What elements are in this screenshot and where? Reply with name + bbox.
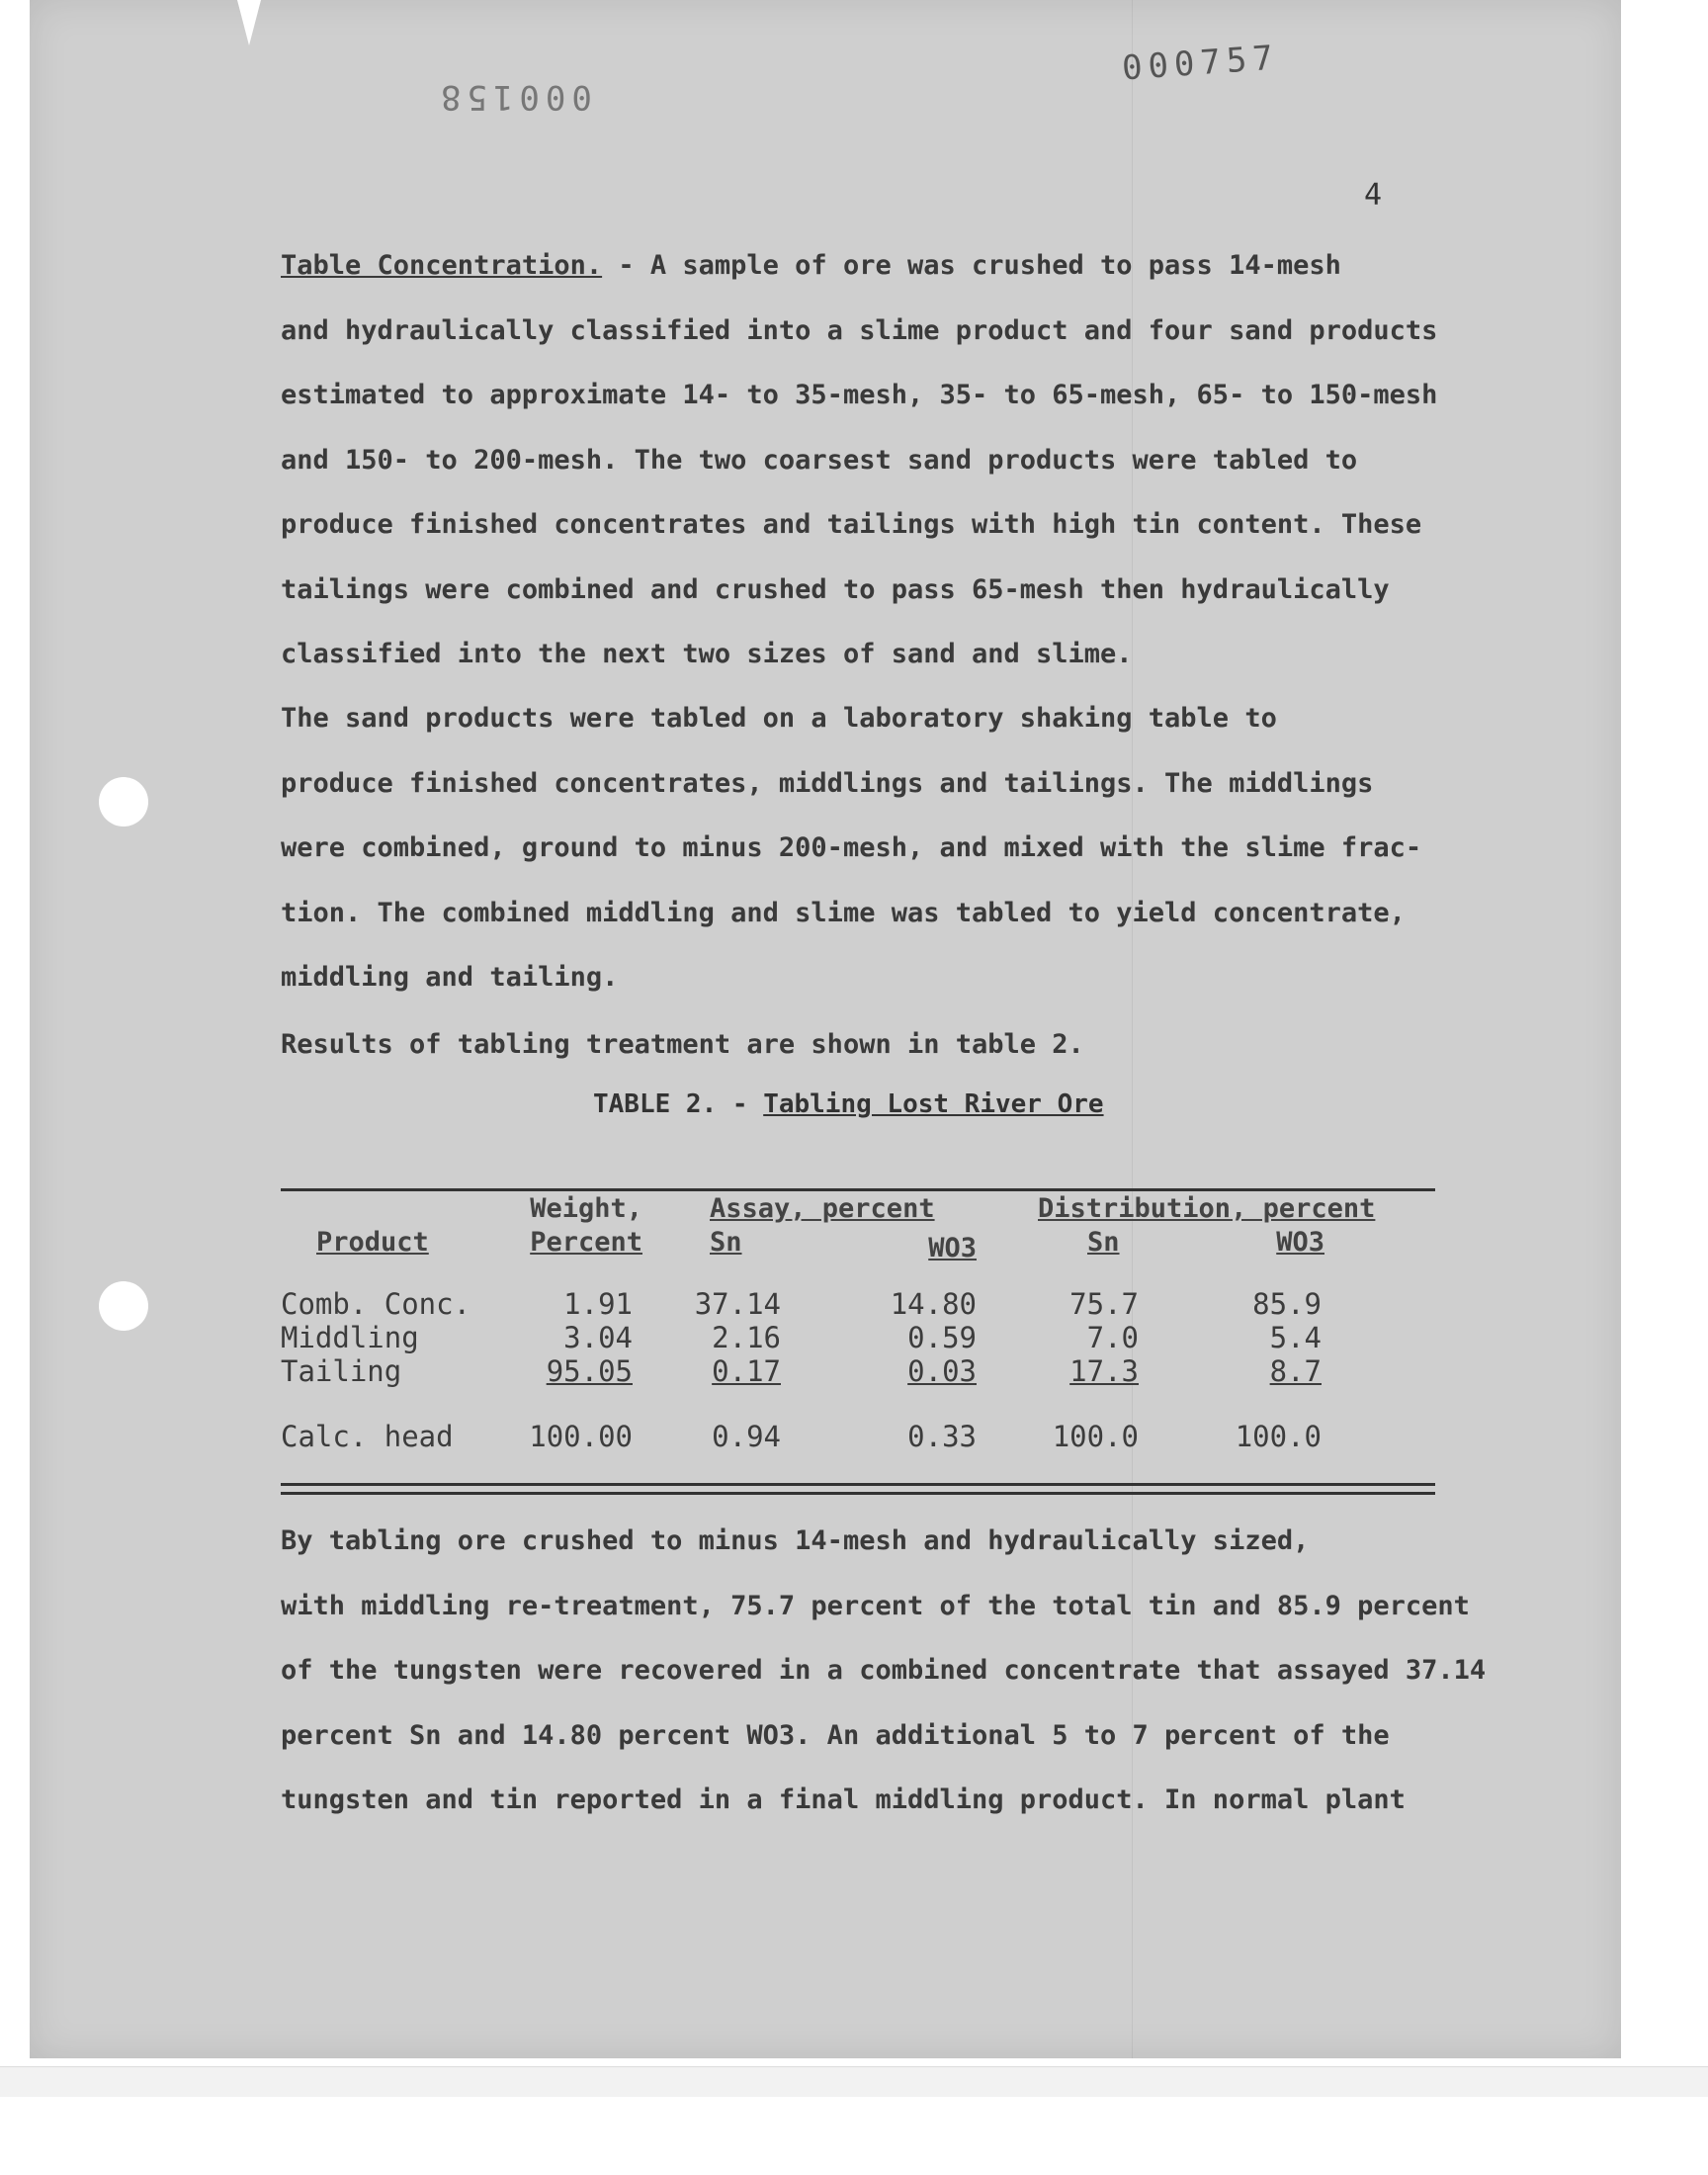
serial-stamp-left: 000158	[435, 77, 592, 117]
table-caption	[593, 1089, 1104, 1119]
header-assay-wo3: WO3	[928, 1233, 977, 1263]
row-1-assay-wo3: 0.59	[907, 1321, 977, 1354]
total-assay-wo3: 0.33	[907, 1420, 977, 1453]
paragraph-1-text: - A sample of ore was crushed to pass 14-mesh and hydraulically classified into a slime product and four sand products estimated to approximate 14- to 35-mesh, 35- to 65-mesh, 65- to 150-mesh and 150- to 200-mesh. The two coarsest sand products were tabled to produce finished concentrates and tailings with high tin content. These tailings were combined and crushed to pass 65-mesh then hydraulically classified into the next two sizes of sand and slime.	[281, 250, 1438, 669]
page-bottom-edge	[0, 2066, 1708, 2097]
row-2-dist-wo3: 8.7	[1269, 1354, 1322, 1388]
table-bottom-rule-2	[281, 1492, 1435, 1495]
row-2-product: Tailing	[281, 1354, 402, 1388]
total-weight: 100.00	[529, 1420, 633, 1453]
serial-stamp-right: 000757	[1120, 38, 1281, 89]
header-weight-top: Weight,	[530, 1193, 642, 1224]
header-dist-wo3: WO3	[1276, 1227, 1324, 1258]
row-1-assay-sn: 2.16	[712, 1321, 781, 1354]
row-1-weight: 3.04	[563, 1321, 633, 1354]
corner-notch	[237, 0, 261, 45]
header-dist-sn: Sn	[1087, 1227, 1120, 1258]
total-product: Calc. head	[281, 1420, 454, 1453]
row-2-assay-wo3: 0.03	[907, 1354, 977, 1388]
row-2-dist-sn: 17.3	[1069, 1354, 1139, 1388]
row-2-assay-sn: 0.17	[712, 1354, 781, 1388]
total-assay-sn: 0.94	[712, 1420, 781, 1453]
paragraph-recovery: By tabling ore crushed to minus 14-mesh and hydraulically sized, with middling re-treatment, 75.7 percent of the total tin and 85.9 percent of the tungsten were recovered in a combined concentrate that assayed 37.14 percent Sn and 14.80 percent WO3. An additional 5 to 7 percent of the tungsten and tin reported in a final middling product. In normal plant	[281, 1525, 1487, 1815]
row-1-dist-sn: 7.0	[1086, 1321, 1139, 1354]
row-0-product: Comb. Conc.	[281, 1287, 471, 1321]
punch-hole-upper	[99, 777, 148, 826]
table-caption-title: Tabling Lost River Ore	[763, 1089, 1104, 1119]
punch-hole-lower	[99, 1281, 148, 1331]
page-number: 4	[1364, 178, 1383, 213]
header-weight-bottom: Percent	[530, 1227, 642, 1258]
section-heading: Table Concentration.	[281, 250, 603, 281]
row-0-dist-wo3: 85.9	[1252, 1287, 1322, 1321]
row-0-assay-wo3: 14.80	[890, 1287, 977, 1321]
row-0-dist-sn: 75.7	[1069, 1287, 1139, 1321]
row-1-dist-wo3: 5.4	[1269, 1321, 1322, 1354]
paragraph-table-concentration	[281, 233, 1546, 687]
row-2-weight: 95.05	[546, 1354, 633, 1388]
table-caption-prefix: TABLE 2. -	[593, 1089, 764, 1119]
total-dist-wo3: 100.0	[1235, 1420, 1322, 1453]
header-assay-group: Assay, percent	[710, 1193, 935, 1224]
header-assay-sn: Sn	[710, 1227, 742, 1258]
header-product: Product	[316, 1227, 429, 1258]
paragraph-sand-products: The sand products were tabled on a laboratory shaking table to produce finished concentrates, middlings and tailings. The middlings were combined, ground to minus 200-mesh, and mixed with the slime frac- tion. The combined middling and slime was tabled to yield concentrate, middling and tailing.	[281, 703, 1422, 993]
row-0-weight: 1.91	[563, 1287, 633, 1321]
total-dist-sn: 100.0	[1052, 1420, 1139, 1453]
table-bottom-rule-1	[281, 1483, 1435, 1486]
row-0-assay-sn: 37.14	[694, 1287, 781, 1321]
row-1-product: Middling	[281, 1321, 419, 1354]
header-distribution-group: Distribution, percent	[1038, 1193, 1376, 1224]
paragraph-results: Results of tabling treatment are shown in table 2.	[281, 1029, 1084, 1060]
table-top-rule	[281, 1188, 1435, 1191]
